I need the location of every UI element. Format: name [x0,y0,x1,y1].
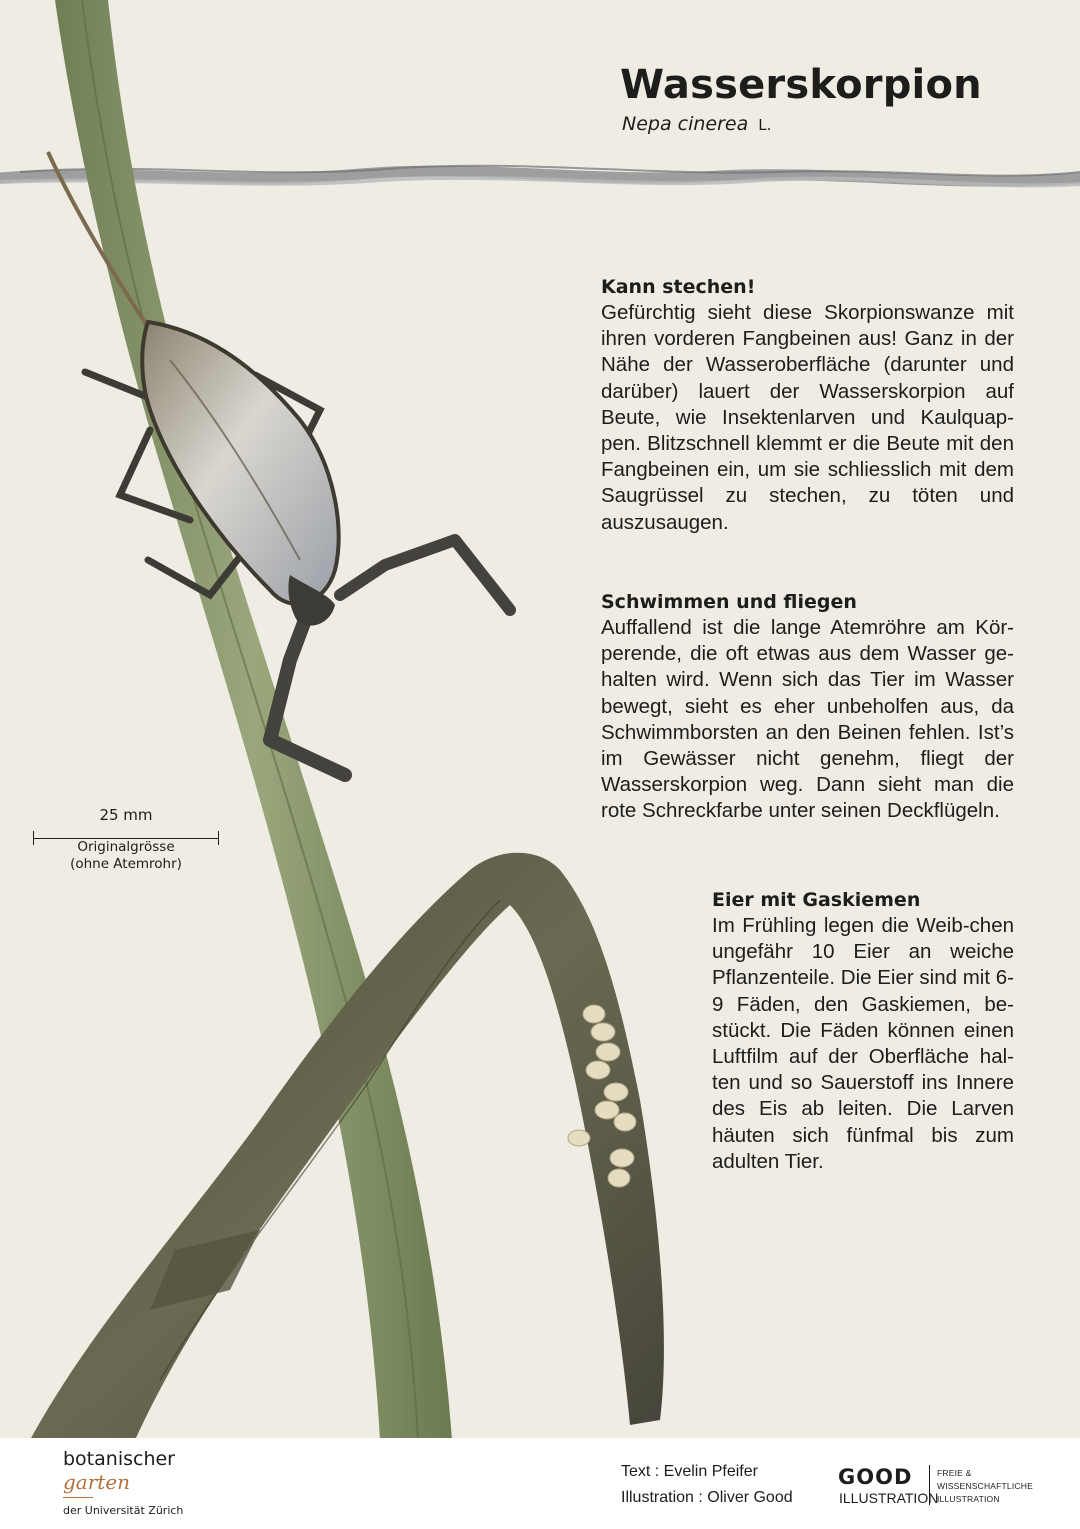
page-title: Wasserskorpion [620,62,982,108]
footer [0,1438,1080,1529]
scientific-name: Nepa cinerea [622,113,749,135]
good-logo-sub: ILLUSTRATION [839,1490,939,1506]
section-heading: Schwimmen und fliegen [601,591,857,613]
section-schwimmen-fliegen [601,589,1014,825]
section-heading: Kann stechen! [601,276,756,298]
section-text: Gefürchtig sieht diese Skorpionswanze mit ihren vorderen Fangbeinen aus! Ganz in der Nähe der Wasseroberfläche (darunter und darüber) lauert der Wasserskorpion auf Beute, wie Insektenlarven und Kaulquap-pen. Blitzschnell klemmt er die Beute mit den Fangbeinen ein, um sie schliesslich mit dem Saugrüssel zu stechen, zu töten und auszusaugen. [601,301,1014,534]
logo-universitaet: der Universität Zürich [63,1504,184,1517]
scale-value: 25 mm [99,806,153,824]
good-tagline-2: WISSENSCHAFTLICHE [937,1481,1033,1491]
good-tagline-1: FREIE & [937,1468,972,1478]
logo-botanischer: botanischer [63,1448,175,1470]
credit-text: Text : Evelin Pfeifer [621,1463,758,1480]
scientific-name-line [622,113,771,135]
logo-divider [63,1497,93,1498]
good-logo-divider [929,1465,930,1505]
scale-caption-1: Originalgrösse [77,839,175,855]
credit-illustration: Illustration : Oliver Good [621,1489,793,1506]
reed-stem-illustration [30,0,664,1440]
section-text: Im Frühling legen die Weib-chen ungefähr 10 Eier an weiche Pflanzenteile. Die Eier sind mit 6-9 Fäden, den Gaskiemen, be-stückt. Die Fäden können einen Luftfilm auf der Oberfläche hal-ten und so Sauerstoff ins Innere des Eis ab leiten. Die Larven häuten sich fünfmal bis zum adulten Tier. [712,914,1014,1173]
good-tagline-3: ILLUSTRATION [937,1494,1000,1504]
logo-garten: garten [63,1470,131,1494]
section-heading: Eier mit Gaskiemen [712,889,921,911]
good-logo-word: GOOD [838,1465,913,1489]
section-text: Auffallend ist die lange Atemröhre am Kör-perende, die oft etwas aus dem Wasser ge-halten wird. Wenn sich das Tier im Wasser bewegt, sieht es eher unbeholfen aus, da Schwimmborsten an den Beinen fehlen. Ist’s im Gewässer nicht genehm, fliegt der Wasserskorpion weg. Dann sieht man die rote Schreckfarbe unter seinen Deckflügeln. [601,616,1014,823]
section-kann-stechen [601,274,1014,536]
scale-caption-2: (ohne Atemrohr) [70,856,182,872]
section-eier-gaskiemen [712,887,1014,1175]
water-surface-line [0,166,1080,186]
author-abbrev: L. [758,116,772,134]
